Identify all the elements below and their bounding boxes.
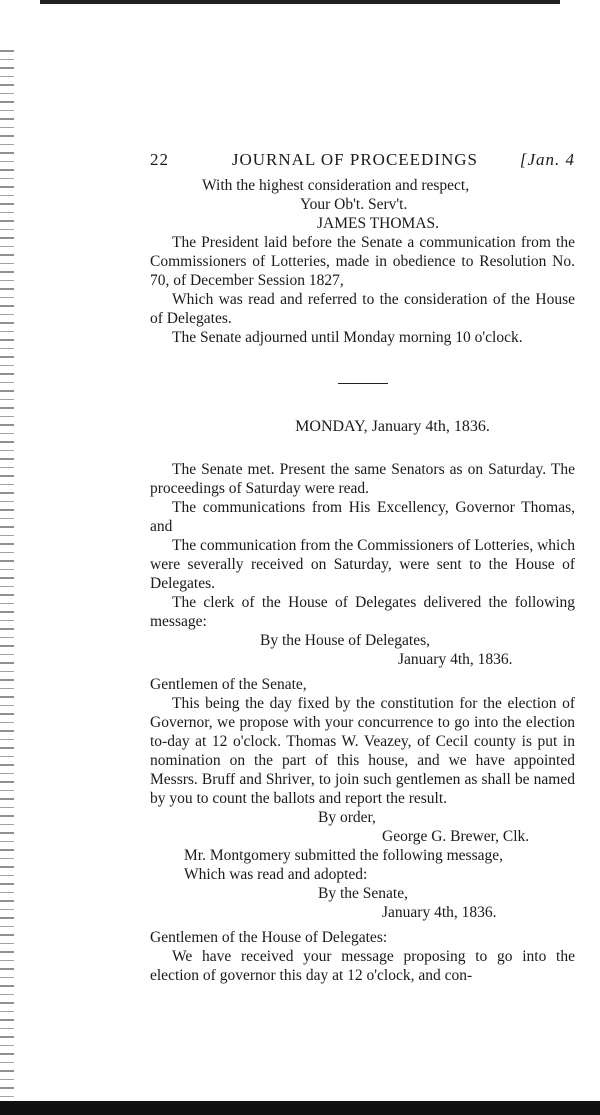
page-title: JOURNAL OF PROCEEDINGS bbox=[231, 150, 478, 169]
binding-edge bbox=[0, 50, 14, 1100]
clerk-signature: George G. Brewer, Clk. bbox=[382, 828, 530, 845]
paragraph: We have received your message proposing to go into the election of governor this day at 12 o'clock, and con- bbox=[150, 948, 575, 984]
document-page bbox=[150, 150, 575, 985]
servant-line: Your Ob't. Serv't. bbox=[300, 196, 408, 213]
top-edge bbox=[40, 0, 560, 4]
by-order-line: By order, bbox=[318, 809, 376, 826]
paragraph: The communication from the Commissioners of Lotteries, which were severally received on Saturday, were sent to the House of Delegates. bbox=[150, 537, 575, 592]
section-dateline: MONDAY, January 4th, 1836. bbox=[295, 418, 490, 435]
closing-line: With the highest consideration and respect, bbox=[202, 177, 470, 194]
paragraph: This being the day fixed by the constitution for the election of Governor, we propose with your concurrence to go into the election to-day at 12 o'clock. Thomas W. Veazey, of Cecil county is put in nomination on the part of this house, and we have appointed Messrs. Bruff and Shriver, to join such gentlemen as shall be named by you to count the ballots and report the result. bbox=[150, 695, 575, 807]
paragraph: Which was read and referred to the consideration of the House of Delegates. bbox=[150, 291, 575, 327]
message-origin: By the Senate, bbox=[318, 885, 408, 902]
paragraph: Which was read and adopted: bbox=[184, 866, 368, 883]
bottom-edge bbox=[0, 1101, 600, 1115]
salutation: Gentlemen of the Senate, bbox=[150, 676, 307, 693]
page-header bbox=[150, 150, 575, 170]
signature: JAMES THOMAS. bbox=[317, 215, 440, 232]
salutation: Gentlemen of the House of Delegates: bbox=[150, 929, 388, 946]
message-date: January 4th, 1836. bbox=[382, 904, 497, 921]
paragraph: The clerk of the House of Delegates delivered the following message: bbox=[150, 594, 575, 630]
header-date: [Jan. 4 bbox=[519, 150, 575, 169]
paragraph: The Senate met. Present the same Senators as on Saturday. The proceedings of Saturday were read. bbox=[150, 461, 575, 497]
message-origin: By the House of Delegates, bbox=[260, 632, 431, 649]
paragraph: Mr. Montgomery submitted the following message, bbox=[184, 847, 504, 864]
paragraph: The communications from His Excellency, Governor Thomas, and bbox=[150, 499, 575, 535]
paragraph: The Senate adjourned until Monday morning 10 o'clock. bbox=[172, 329, 523, 346]
message-date: January 4th, 1836. bbox=[398, 651, 513, 668]
paragraph: The President laid before the Senate a communication from the Commissioners of Lotteries, made in obedience to Resolution No. 70, of December Session 1827, bbox=[150, 234, 575, 289]
page-number: 22 bbox=[150, 150, 169, 169]
section-divider bbox=[338, 383, 388, 384]
